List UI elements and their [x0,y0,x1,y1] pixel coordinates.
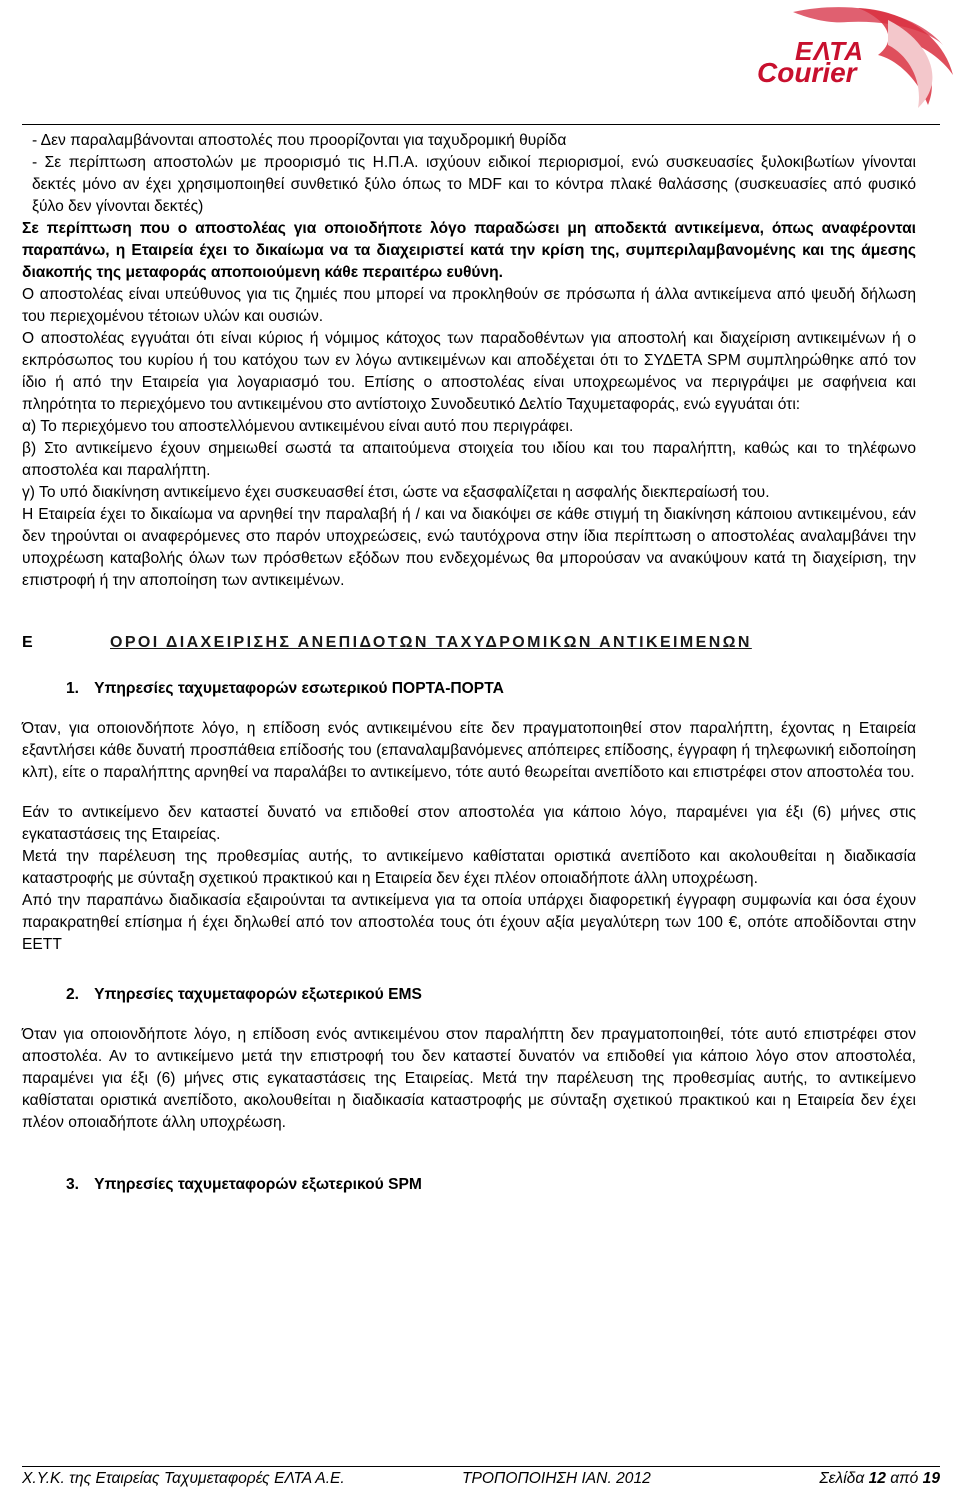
bullet-po-box: - Δεν παραλαμβάνονται αποστολές που προορίζονται για ταχυδρομική θυρίδα [32,132,567,149]
subsection-title: Υπηρεσίες ταχυμεταφορών εξωτερικού EMS [94,986,422,1003]
subsection-1-heading [66,678,916,700]
paragraph-guarantee: Ο αποστολέας εγγυάται ότι είναι κύριος ή νόμιμος κάτοχος των παραδοθέντων για αποστολή και διαχείριση αντικειμένων ή ο εκπρόσωπος του κυρίου ή του κατόχου των εν λόγω αντικειμένων και αποδέχεται ότι το ΣΥΔΕΤΑ SPM συμπληρώθηκε από τον ίδιο ή από την Εταιρεία για λογαριασμό του. Επίσης ο αποστολέας είναι υποχρεωμένος να περιγράψει με σαφήνεια και πληρότητα το περιεχόμενο του αντικειμένου στο αντίστοιχο Συνοδευτικό Δελτίο Ταχυμεταφοράς, ενώ εγγυάται ότι: [22,330,916,413]
subsection-title: Υπηρεσίες ταχυμεταφορών εσωτερικού ΠΟΡΤΑ-ΠΟΡΤΑ [94,680,504,697]
sub1-paragraph-3: Μετά την παρέλευση της προθεσμίας αυτής, το αντικείμενο καθίσταται οριστικά ανεπίδοτο και ακολουθείται η διαδικασία καταστροφής με σύνταξη σχετικού πρακτικού και η Εταιρεία δεν έχει πλέον οποιαδήποτε άλλη υποχρέωση. [22,848,916,887]
footer-divider [22,1466,940,1467]
subsection-number: 2. [66,986,80,1003]
item-b: β) Στο αντικείμενο έχουν σημειωθεί σωστά τα απαιτούμενα στοιχεία του ιδίου και του παραλήπτη, καθώς και το τηλέφωνο αποστολέα και παραλήπτη. [22,440,916,479]
subsection-number: 3. [66,1176,80,1193]
logo-text-courier: Courier [757,57,857,88]
logo-text-elta: ΕΛΤΑ [795,36,865,66]
section-e-heading [22,632,916,654]
paragraph-refusal: Η Εταιρεία έχει το δικαίωμα να αρνηθεί την παραλαβή ή / και να διακόψει σε κάθε στιγμή τη διακίνηση κάποιου αντικειμένου, εάν δεν τηρούνται οι αναφερόμενες στο παρόν υποχρεώσεις, ενώ ταυτόχρονα στην ίδια περίπτωση ο αποστολέας αναλαμβάνει την υποχρέωση καταβολής όλων των πρόσθετων εξόδων που ενδεχομένως θα μπορούσαν να ανακύψουν κατά τη διαχείριση, την επιστροφή ή την αποποίηση των αντικειμένων. [22,506,916,589]
item-a: α) Το περιεχόμενο του αποστελλόμενου αντικειμένου είναι αυτό που περιγράφει. [22,418,574,435]
bold-paragraph: Σε περίπτωση που ο αποστολέας για οποιοδήποτε λόγο παραδώσει μη αποδεκτά αντικείμενα, όπως αναφέρονται παραπάνω, η Εταιρεία έχει το δικαίωμα να τα διαχειριστεί κατά την κρίση της, συμπεριλαμβανομένης και της άμεσης διακοπής της μεταφοράς αποποιούμενη κάθε περαιτέρω ευθύνη. [22,220,916,281]
sub1-paragraph-4: Από την παραπάνω διαδικασία εξαιρούνται τα αντικείμενα για τα οποία υπάρχει διαφορετική έγγραφη συμφωνία και όσα έχουν παρακρατηθεί επίσημα ή έχει δηλωθεί από τον αποστολέα τους ότι έχουν αξία μεγαλύτερη των 100 €, οπότε αποδίδονται στην ΕΕΤΤ [22,892,916,953]
page-of: από [890,1470,919,1487]
section-letter: Ε [22,634,33,651]
footer-page-number [819,1470,940,1488]
footer-revision: ΤΡΟΠΟΠΟΙΗΣΗ ΙΑΝ. 2012 [462,1470,651,1487]
subsection-3-heading [66,1174,916,1196]
document-body [22,130,916,1196]
sub2-paragraph-1: Όταν για οποιονδήποτε λόγο, η επίδοση ενός αντικειμένου στον παραλήπτη δεν πραγματοποιηθεί, τότε αυτό επιστρέφει στον αποστολέα. Αν το αντικείμενο μετά την επιστροφή του δεν καταστεί δυνατόν να επιδοθεί για κάποιο λόγο στον αποστολέα, παραμένει για έξι (6) μήνες στις εγκαταστάσεις της Εταιρείας. Μετά την παρέλευση της προθεσμίας αυτής, το αντικείμενο καθίσταται οριστικά ανεπίδοτο, ακολουθείται η διαδικασία καταστροφής με σύνταξη σχετικού πρακτικού και η Εταιρεία δεν έχει πλέον οποιαδήποτε άλλη υποχρέωση. [22,1026,916,1131]
header-divider [22,124,940,125]
sub1-paragraph-2: Εάν το αντικείμενο δεν καταστεί δυνατό να επιδοθεί στον αποστολέα για κάποιο λόγο, παραμένει για έξι (6) μήνες στις εγκαταστάσεις της Εταιρείας. [22,804,916,843]
page-total: 19 [922,1470,940,1487]
section-title: ΟΡΟΙ ΔΙΑΧΕΙΡΙΣΗΣ ΑΝΕΠΙΔΟΤΩΝ ΤΑΧΥΔΡΟΜΙΚΩΝ ΑΝΤΙΚΕΙΜΕΝΩΝ [110,634,752,651]
page-current: 12 [868,1470,886,1487]
paragraph-liability: Ο αποστολέας είναι υπεύθυνος για τις ζημιές που μπορεί να προκληθούν σε πρόσωπα ή άλλα αντικείμενα από ψευδή δήλωση του περιεχομένου τέτοιων υλών και ουσιών. [22,286,916,325]
sub1-paragraph-1: Όταν, για οποιονδήποτε λόγο, η επίδοση ενός αντικειμένου είτε δεν πραγματοποιηθεί στον παραλήπτη, έχοντας η Εταιρεία εξαντλήσει κάθε δυνατή προσπάθεια επίδοσής του (επαναλαμβανόμενες απόπειρες επίδοσης, έγγραφη ή τηλεφωνική ειδοποίηση κλπ), είτε ο παραλήπτης αρνηθεί να παραλάβει το αντικείμενο, τότε αυτό θεωρείται ανεπίδοτο και επιστρέφει στον αποστολέα του. [22,720,916,781]
footer-document-title: Χ.Υ.Κ. της Εταιρείας Ταχυμεταφορές ΕΛΤΑ Α.Ε. [22,1470,345,1487]
subsection-2-heading [66,984,916,1006]
page-prefix: Σελίδα [819,1470,865,1487]
subsection-number: 1. [66,680,80,697]
bullet-usa: - Σε περίπτωση αποστολών με προορισμό τις Η.Π.Α. ισχύουν ειδικοί περιορισμοί, ενώ συσκευασίες ξυλοκιβωτίων γίνονται δεκτές μόνο αν έχει χρησιμοποιηθεί συνθετικό ξύλο όπως το MDF και το κόντρα πλακέ θαλάσσης (συσκευασίες από φυσικό ξύλο δεν γίνονται δεκτές) [32,154,916,215]
subsection-title: Υπηρεσίες ταχυμεταφορών εξωτερικού SPM [94,1176,422,1193]
item-c: γ) Το υπό διακίνηση αντικείμενο έχει συσκευασθεί έτσι, ώστε να εξασφαλίζεται η ασφαλής διεκπεραίωσή του. [22,484,770,501]
